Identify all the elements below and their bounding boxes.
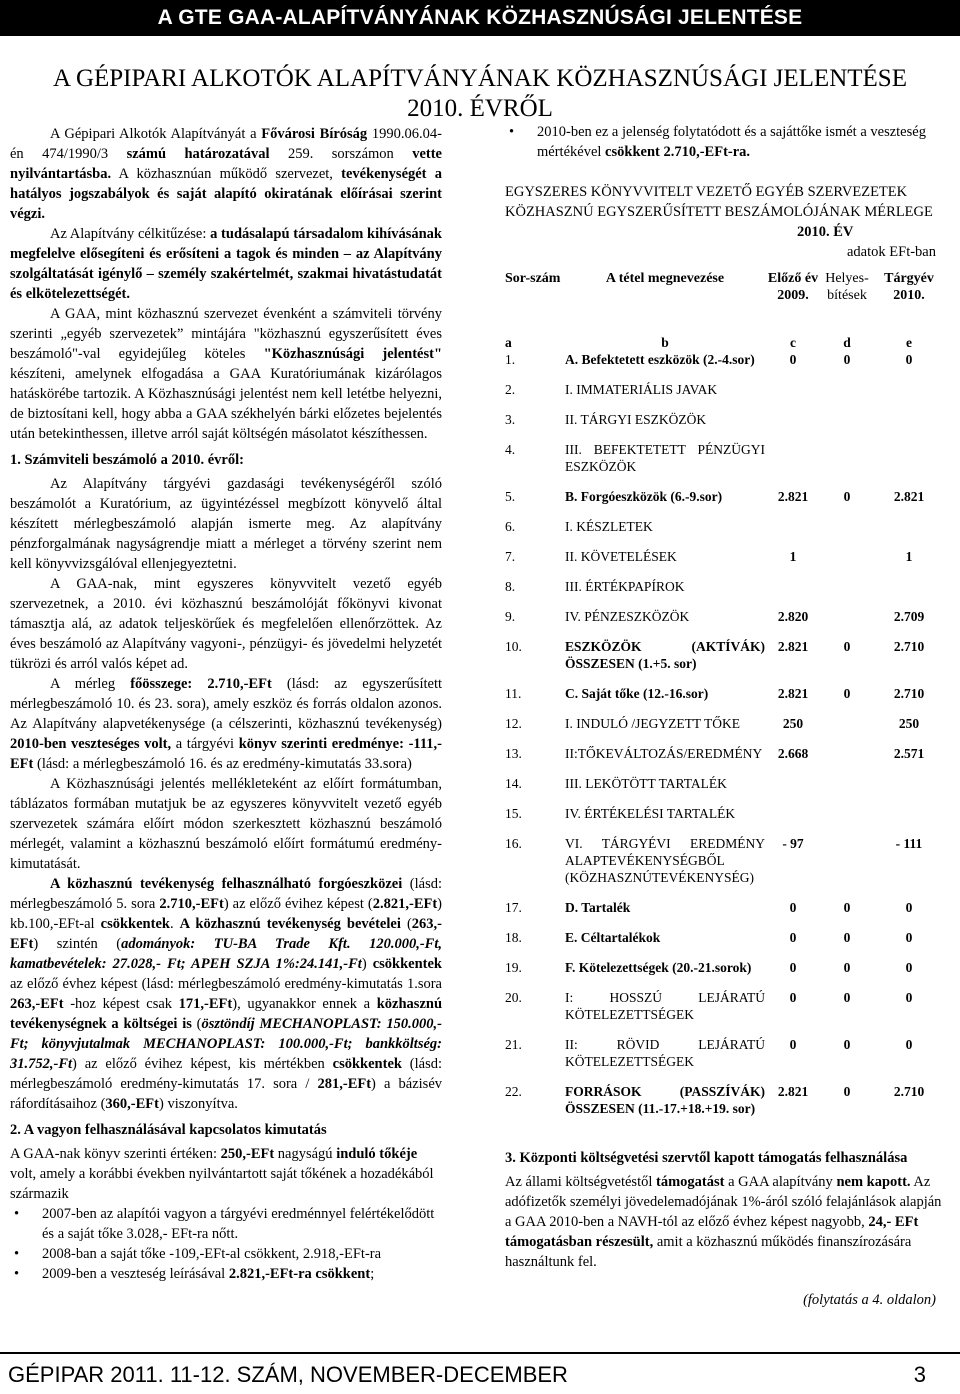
table-row [505,638,945,685]
balance-sheet-rows [505,351,945,1130]
item-label-cell: IV. PÉNZESZKÖZÖK [565,609,690,624]
current-year-cell: 2.710 [893,1084,925,1099]
item-label-cell: F. Kötelezettségek (20.-21.sorok) [565,960,752,975]
table-row [505,381,945,411]
section-3-paragraph: Az állami költségvetéstől támogatást a GAA alapítvány nem kapott. Az adófizetők személyi jövedelemadójának 1%-áról szóló felajánlások alapján a GAA 2010-ben a NAVH-tól az előző évhez képest nagyobb, 24,- EFt támogatásban részesült, amit a közhasznú működés finanszírozására használtunk fel. [505,1174,942,1270]
previous-year-cell: 2.668 [777,746,809,761]
current-year-cell [873,805,945,835]
footer-journal-issue: GÉPIPAR 2011. 11-12. SZÁM, NOVEMBER-DECEMBER [8,1362,568,1387]
corrections-cell: 0 [843,930,851,945]
row-number-cell: 10. [505,639,522,654]
col-letter-e: e [906,335,912,350]
bullet-2008: • 2008-ban a saját tőke -109,-EFt-al csökkent, 2.918,-EFt-ra [10,1244,442,1264]
row-number-cell: 2. [505,382,516,397]
previous-year-cell [765,518,821,548]
current-year-cell: 0 [905,900,913,915]
bullet-2009: • 2009-ben a veszteség leírásával 2.821,-EFt-ra csökkent; [10,1264,442,1284]
table-row [505,835,945,899]
row-number-cell: 4. [505,442,516,457]
corrections-cell [821,805,873,835]
item-label-cell: III. ÉRTÉKPAPÍROK [565,579,685,594]
corrections-cell: 0 [843,352,851,367]
row-number-cell: 22. [505,1084,522,1099]
table-row [505,715,945,745]
item-label-cell: III. LEKÖTÖTT TARTALÉK [565,776,727,791]
item-label-cell: II. KÖVETELÉSEK [565,549,677,564]
corrections-cell [821,745,873,775]
col-letter-a: a [505,335,512,350]
current-year-cell: 2.821 [893,489,925,504]
table-row [505,685,945,715]
table-row [505,1036,945,1083]
item-label-cell: ESZKÖZÖK (AKTÍVÁK) ÖSSZESEN (1.+5. sor) [565,639,765,671]
balance-sheet-header [505,270,945,351]
section-1-paragraph-2: A GAA-nak, mint egyszeres könyvvitelt vezető egyéb szervezetnek, a 2010. évi közhasznú beszámolóját főkönyvi kivonat támasztja alá, az adatok teljeskörűek és megfelelően ellenőrzöttek. Az éves beszámoló az Alapítvány vagyoni-, pénzügyi- és jövedelmi helyzetét tükrözi és arról valós képet ad. [10,576,442,672]
right-column [505,122,950,1310]
current-year-cell: 1 [905,549,913,564]
table-row [505,989,945,1036]
balance-sheet-unit: adatok EFt-ban [847,244,936,260]
previous-year-cell [765,441,821,488]
left-column [10,124,442,1284]
previous-year-cell [765,411,821,441]
table-row [505,518,945,548]
col-header-row-number: Sor-szám [505,271,561,286]
item-label-cell: FORRÁSOK (PASSZÍVÁK) ÖSSZESEN (11.-17.+18.+19. sor) [565,1084,765,1116]
row-number-cell: 5. [505,489,516,504]
row-number-cell: 8. [505,579,516,594]
previous-year-cell: 0 [789,352,797,367]
previous-year-cell: 0 [789,960,797,975]
balance-sheet-year: 2010. ÉV [797,224,854,240]
corrections-cell [821,715,873,745]
current-year-cell: 0 [905,930,913,945]
section-1-paragraph-5: A közhasznú tevékenység felhasználható forgóeszközei (lásd: mérlegbeszámoló 5. sora 2.710,-EFt) az előző évihez képest (2.821,-EFt) kb.100,-EFt-al csökkentek. A közhasznú tevékenység bevételei (263,-EFt) szintén (adományok: TU-BA Trade Kft. 120.000,-Ft, kamatbevételek: 27.028,- Ft; APEH SZJA 1%:24.141,-Ft) csökkentek az előző évhez képest (lásd: mérlegbeszámoló eredmény-kimutatás 1.sora 263,-EFt -hoz képest csak 171,-EFt), ugyanakkor ennek a közhasznú tevékenységnek a költségei is (ösztöndíj MECHANOPLAST: 150.000,-Ft; könyvjutalmak MECHANOPLAST: 100.000,-Ft; bankköltség: 31.752,-Ft) az előző évihez képest, kis mértékben csökkentek (lásd: mérlegbeszámoló eredmény-kimutatás 17. sora / 281,-EFt) a bázisév ráfordításaihoz (360,-EFt) viszonyítva. [10,876,443,1112]
corrections-cell [821,518,873,548]
table-row [505,745,945,775]
table-row [505,578,945,608]
section-2-paragraph: A GAA-nak könyv szerinti értéken: 250,-EFt nagyságú induló tőkéje volt, amely a korábbi években nyilvántartott saját tőkének a hozadékából származik [10,1146,434,1202]
item-label-cell: III. BEFEKTETETT PÉNZÜGYI ESZKÖZÖK [565,442,765,474]
section-1-paragraph-1: Az Alapítvány tárgyévi gazdasági tevékenységéről szóló beszámolót a Kuratórium, az ügyintézéssel megbízott könyvelő által készített mérlegbeszámoló alapján ismerte meg. Az alapítvány pénzforgalmának nagyságrendje miatt a mérleget a törvény szerint nem kell könyvvizsgálóval ellenjegyeztetni. [10,476,442,572]
row-number-cell: 21. [505,1037,522,1052]
current-year-cell [873,775,945,805]
table-row [505,1083,945,1130]
corrections-cell [821,835,873,899]
previous-year-cell [765,805,821,835]
table-row [505,805,945,835]
table-row [505,351,945,381]
table-row [505,899,945,929]
current-year-cell [873,441,945,488]
previous-year-cell [765,381,821,411]
item-label-cell: VI. TÁRGYÉVI EREDMÉNY ALAPTEVÉKENYSÉGBŐL (KÖZHASZNÚTEVÉKENYSÉG) [565,836,765,885]
item-label-cell: A. Befektetett eszközök (2.-4.sor) [565,352,755,367]
report-obligation-paragraph: A GAA, mint közhasznú szervezet évenként a számviteli törvény szerinti „egyéb szervezetek” mintájára "közhasznú egyszerűsített éves beszámoló"-val egyidejűleg köteles "Közhasznúsági jelentést" készíteni, amelynek elfogadása a GAA Kuratóriumának kizárólagos hatáskörébe tartozik. A Közhasznúsági jelentést nem kell letétbe helyezni, de biztosítani kell, hogy abba a GAA székhelyén bárki előzetes bejelentés után betekinthessen, illetve arról saját költségén másolatot készíthessen. [10,306,442,442]
previous-year-cell: 1 [789,549,797,564]
current-year-cell: 0 [905,352,913,367]
page-footer [0,1352,960,1394]
bullet-2007: • 2007-ben az alapítói vagyon a tárgyévi eredménnyel felértékelődött és a saját tőke 3.028,- EFt-ra nőtt. [10,1204,442,1244]
item-label-cell: I. KÉSZLETEK [565,519,653,534]
previous-year-cell: 0 [789,930,797,945]
row-number-cell: 13. [505,746,522,761]
current-year-cell [873,381,945,411]
row-number-cell: 7. [505,549,516,564]
continued-note: (folytatás a 4. oldalon) [803,1292,936,1308]
previous-year-cell: 2.821 [777,489,809,504]
row-number-cell: 6. [505,519,516,534]
table-row [505,959,945,989]
col-letter-b: b [661,335,669,350]
col-header-previous-year: Előző év 2009. [767,271,819,303]
col-letter-c: c [790,335,796,350]
previous-year-cell [765,578,821,608]
corrections-cell: 0 [843,1037,851,1052]
col-letter-d: d [843,335,851,350]
corrections-cell: 0 [843,900,851,915]
corrections-cell: 0 [843,639,851,654]
corrections-cell: 0 [843,1084,851,1099]
row-number-cell: 19. [505,960,522,975]
current-year-cell: 0 [905,990,913,1005]
table-row [505,488,945,518]
current-year-cell: 2.571 [893,746,925,761]
corrections-cell [821,775,873,805]
previous-year-cell: 2.820 [777,609,809,624]
section-1-paragraph-3: A mérleg főösszege: 2.710,-EFt (lásd: az egyszerűsített mérlegbeszámoló 10. és 23. sora), amely eszköz és forrás oldalon azonos. Az Alapítvány alapvetékenysége (a célszerinti, közhasznú tevékenység) 2010-ben veszteséges volt, a tárgyévi könyv szerinti eredménye: -111,- EFt (lásd: a mérlegbeszámoló 16. és az eredmény-kimutatás 33.sora) [10,676,443,772]
current-year-cell: - 111 [895,836,923,851]
item-label-cell: B. Forgóeszközök (6.-9.sor) [565,489,723,504]
section-3-heading: 3. Központi költségvetési szervtől kapott támogatás felhasználása [505,1150,908,1166]
current-year-cell: 0 [905,1037,913,1052]
balance-sheet-table [505,270,945,1130]
col-header-current-year: Tárgyév 2010. [884,271,934,303]
corrections-cell [821,381,873,411]
intro-paragraph: A Gépipari Alkotók Alapítványát a Fővárosi Bíróság 1990.06.04-én 474/1990/3 számú határozatával 259. sorszámon vette nyilvántartásba. A közhasznúan működő szervezet, tevékenységét a hatályos jogszabályok és saját alapító okiratának előírásai szerint végzi. [10,126,443,222]
item-label-cell: I. INDULÓ /JEGYZETT TŐKE [565,716,740,731]
row-number-cell: 16. [505,836,522,851]
current-year-cell: 2.710 [893,639,925,654]
row-number-cell: 11. [505,686,522,701]
table-row [505,608,945,638]
row-number-cell: 1. [505,352,516,367]
previous-year-cell: 0 [789,990,797,1005]
row-number-cell: 18. [505,930,522,945]
previous-year-cell: 0 [789,1037,797,1052]
previous-year-cell: 2.821 [777,686,809,701]
row-number-cell: 3. [505,412,516,427]
table-row [505,441,945,488]
footer-page-number: 3 [913,1362,926,1387]
corrections-cell [821,548,873,578]
current-year-cell: 2.709 [893,609,925,624]
previous-year-cell [765,775,821,805]
col-header-item: A tétel megnevezése [605,271,725,286]
report-year: 2010. ÉVRŐL [407,95,553,122]
item-label-cell: II: RÖVID LEJÁRATÚ KÖTELEZETTSÉGEK [565,1037,765,1069]
corrections-cell: 0 [843,960,851,975]
header-banner [0,0,960,36]
table-row [505,411,945,441]
section-1-heading: 1. Számviteli beszámoló a 2010. évről: [10,452,244,468]
table-row [505,929,945,959]
current-year-cell: 250 [898,716,920,731]
item-label-cell: I: HOSSZÚ LEJÁRATÚ KÖTELEZETTSÉGEK [565,990,765,1022]
current-year-cell: 2.710 [893,686,925,701]
previous-year-cell: 0 [789,900,797,915]
corrections-cell: 0 [843,489,851,504]
item-label-cell: II. TÁRGYI ESZKÖZÖK [565,412,707,427]
corrections-cell: 0 [843,990,851,1005]
row-number-cell: 20. [505,990,522,1005]
current-year-cell [873,411,945,441]
corrections-cell [821,441,873,488]
item-label-cell: II:TŐKEVÁLTOZÁS/EREDMÉNY [565,746,763,761]
previous-year-cell: 2.821 [777,639,809,654]
previous-year-cell: - 97 [782,836,804,851]
section-1-paragraph-4: A Közhasznúsági jelentés mellékleteként az előírt formátumban, táblázatos formában mutatjuk be az egyszeres könyvvitelt vezető egyéb szervezetek számára előírt módon szerkesztett közhasznú beszámoló mérlegét, valamint a közhasznú beszámoló előírt formátumú eredmény-kimutatását. [10,776,442,872]
current-year-cell [873,578,945,608]
table-row [505,548,945,578]
corrections-cell [821,411,873,441]
row-number-cell: 15. [505,806,522,821]
row-number-cell: 17. [505,900,522,915]
section-2-heading: 2. A vagyon felhasználásával kapcsolatos kimutatás [10,1122,327,1138]
corrections-cell [821,578,873,608]
bullet-2010: • 2010-ben ez a jelenség folytatódott és a sajáttőke ismét a veszteség mértékével csökkent 2.710,-EFt-ra. [505,122,950,162]
balance-sheet-title: EGYSZERES KÖNYVVITELT VEZETŐ EGYÉB SZERVEZETEK KÖZHASZNÚ EGYSZERŰSÍTETT BESZÁMOLÓJÁNAK MÉRLEGE [505,184,933,220]
corrections-cell: 0 [843,686,851,701]
item-label-cell: E. Céltartalékok [565,930,661,945]
banner-title: A GTE GAA-ALAPÍTVÁNYÁNAK KÖZHASZNÚSÁGI JELENTÉSE [157,6,803,29]
previous-year-cell: 2.821 [777,1084,809,1099]
item-label-cell: D. Tartalék [565,900,631,915]
item-label-cell: C. Saját tőke (12.-16.sor) [565,686,709,701]
current-year-cell [873,518,945,548]
aims-paragraph: Az Alapítvány célkitűzése: a tudásalapú társadalom kihívásának megfelelve elősegíteni és erősíteni a tagok és minden – az Alapítvány szolgáltatását igénylő – személy szakértelmét, szakmai hivatástudatát és elkötelezettségét. [10,226,442,302]
item-label-cell: IV. ÉRTÉKELÉSI TARTALÉK [565,806,736,821]
row-number-cell: 12. [505,716,522,731]
current-year-cell: 0 [905,960,913,975]
corrections-cell [821,608,873,638]
col-header-corrections: Helyes-bítések [825,271,869,303]
report-title: A GÉPIPARI ALKOTÓK ALAPÍTVÁNYÁNAK KÖZHASZNÚSÁGI JELENTÉSE [53,65,907,92]
item-label-cell: I. IMMATERIÁLIS JAVAK [565,382,718,397]
row-number-cell: 9. [505,609,516,624]
row-number-cell: 14. [505,776,522,791]
table-row [505,775,945,805]
previous-year-cell: 250 [782,716,804,731]
